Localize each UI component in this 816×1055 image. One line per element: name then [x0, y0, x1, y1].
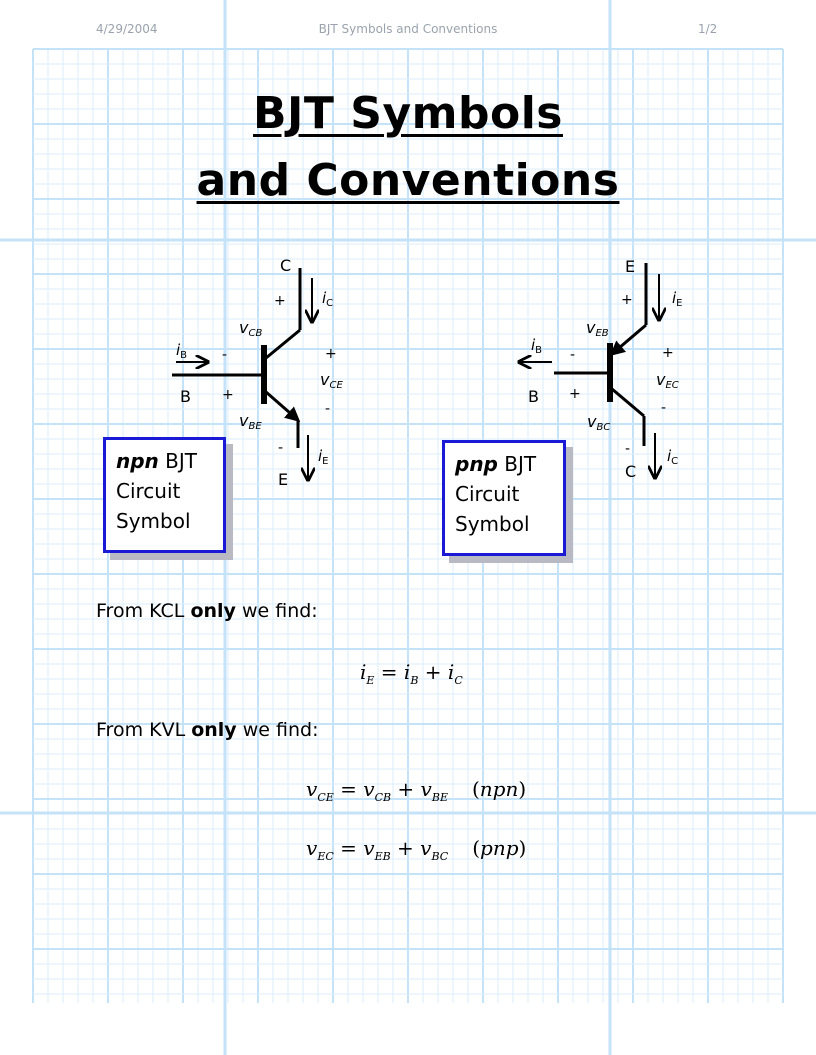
page-title-line1: BJT Symbols — [253, 88, 563, 139]
kvl-only: only — [191, 719, 237, 741]
page-title-line2: and Conventions — [196, 155, 620, 206]
pnp-ic-label: $i_C$ — [667, 447, 679, 467]
pnp-caption-line2: Circuit — [455, 482, 520, 506]
npn-vbe-plus: + — [222, 387, 234, 403]
npn-terminal-c: C — [280, 256, 292, 275]
npn-ic-label: $i_C$ — [322, 289, 334, 309]
kvl-npn-equation: $v_{CE} = v_{CB} + v_{BE}$ (npn) — [306, 777, 527, 804]
npn-vcb-minus: - — [222, 347, 228, 363]
header-date: 4/29/2004 — [96, 22, 158, 36]
kcl-equation: $i_E = i_B + i_C$ — [360, 660, 463, 687]
pnp-transistor-symbol — [554, 263, 646, 446]
kvl-prefix: From KVL — [96, 719, 192, 741]
kvl-suffix: we find: — [236, 719, 319, 741]
npn-vbe-label: vBE — [239, 411, 262, 432]
kvl-statement — [96, 719, 318, 741]
npn-caption-line3: Symbol — [116, 509, 191, 533]
npn-caption-line1 — [116, 446, 213, 476]
npn-caption-bjt: BJT — [158, 449, 197, 473]
pnp-vec-label: vEC — [656, 370, 679, 391]
header-doc-title: BJT Symbols and Conventions — [318, 22, 498, 36]
npn-terminal-e: E — [278, 470, 289, 489]
pnp-terminal-e: E — [625, 257, 636, 276]
pnp-vec-plus: + — [662, 345, 674, 361]
pnp-terminal-b: B — [528, 387, 539, 406]
npn-vce-label: vCE — [320, 370, 343, 391]
pnp-terminal-c: C — [625, 462, 637, 481]
pnp-vbc-plus: + — [569, 386, 581, 402]
npn-vcb-plus: + — [274, 293, 286, 309]
npn-vcb-label: vCB — [239, 318, 263, 339]
npn-caption-line2: Circuit — [116, 479, 181, 503]
kcl-statement — [96, 600, 318, 622]
pnp-caption-line1 — [455, 449, 553, 479]
pnp-veb-label: vEB — [586, 318, 609, 339]
pnp-ie-label: $i_E$ — [672, 289, 683, 309]
npn-vce-minus: - — [325, 401, 331, 417]
header-page-number: 1/2 — [698, 22, 718, 36]
kcl-suffix: we find: — [235, 600, 318, 622]
pnp-caption-type: pnp — [455, 452, 498, 476]
pnp-caption-bjt: BJT — [497, 452, 537, 476]
pnp-vbc-label: vBC — [587, 412, 611, 433]
npn-ie-label: $i_E$ — [318, 447, 329, 467]
pnp-caption-line3: Symbol — [455, 512, 530, 536]
kcl-prefix: From KCL — [96, 600, 191, 622]
npn-caption-type: npn — [116, 449, 159, 473]
npn-terminal-b: B — [180, 387, 191, 406]
kvl-pnp-equation: $v_{EC} = v_{EB} + v_{BC}$ (pnp) — [306, 836, 527, 863]
npn-vbe-minus: - — [278, 440, 284, 456]
pnp-caption-box — [442, 440, 566, 556]
pnp-veb-plus: + — [621, 292, 633, 308]
npn-vce-plus: + — [325, 346, 337, 362]
pnp-vec-minus: - — [661, 400, 667, 416]
kcl-only: only — [190, 600, 236, 622]
pnp-vbc-minus: - — [625, 441, 631, 457]
npn-caption-box — [103, 437, 226, 553]
pnp-ib-label: $i_B$ — [531, 336, 543, 356]
pnp-veb-minus: - — [570, 347, 576, 363]
npn-ib-label: $i_B$ — [176, 341, 188, 361]
